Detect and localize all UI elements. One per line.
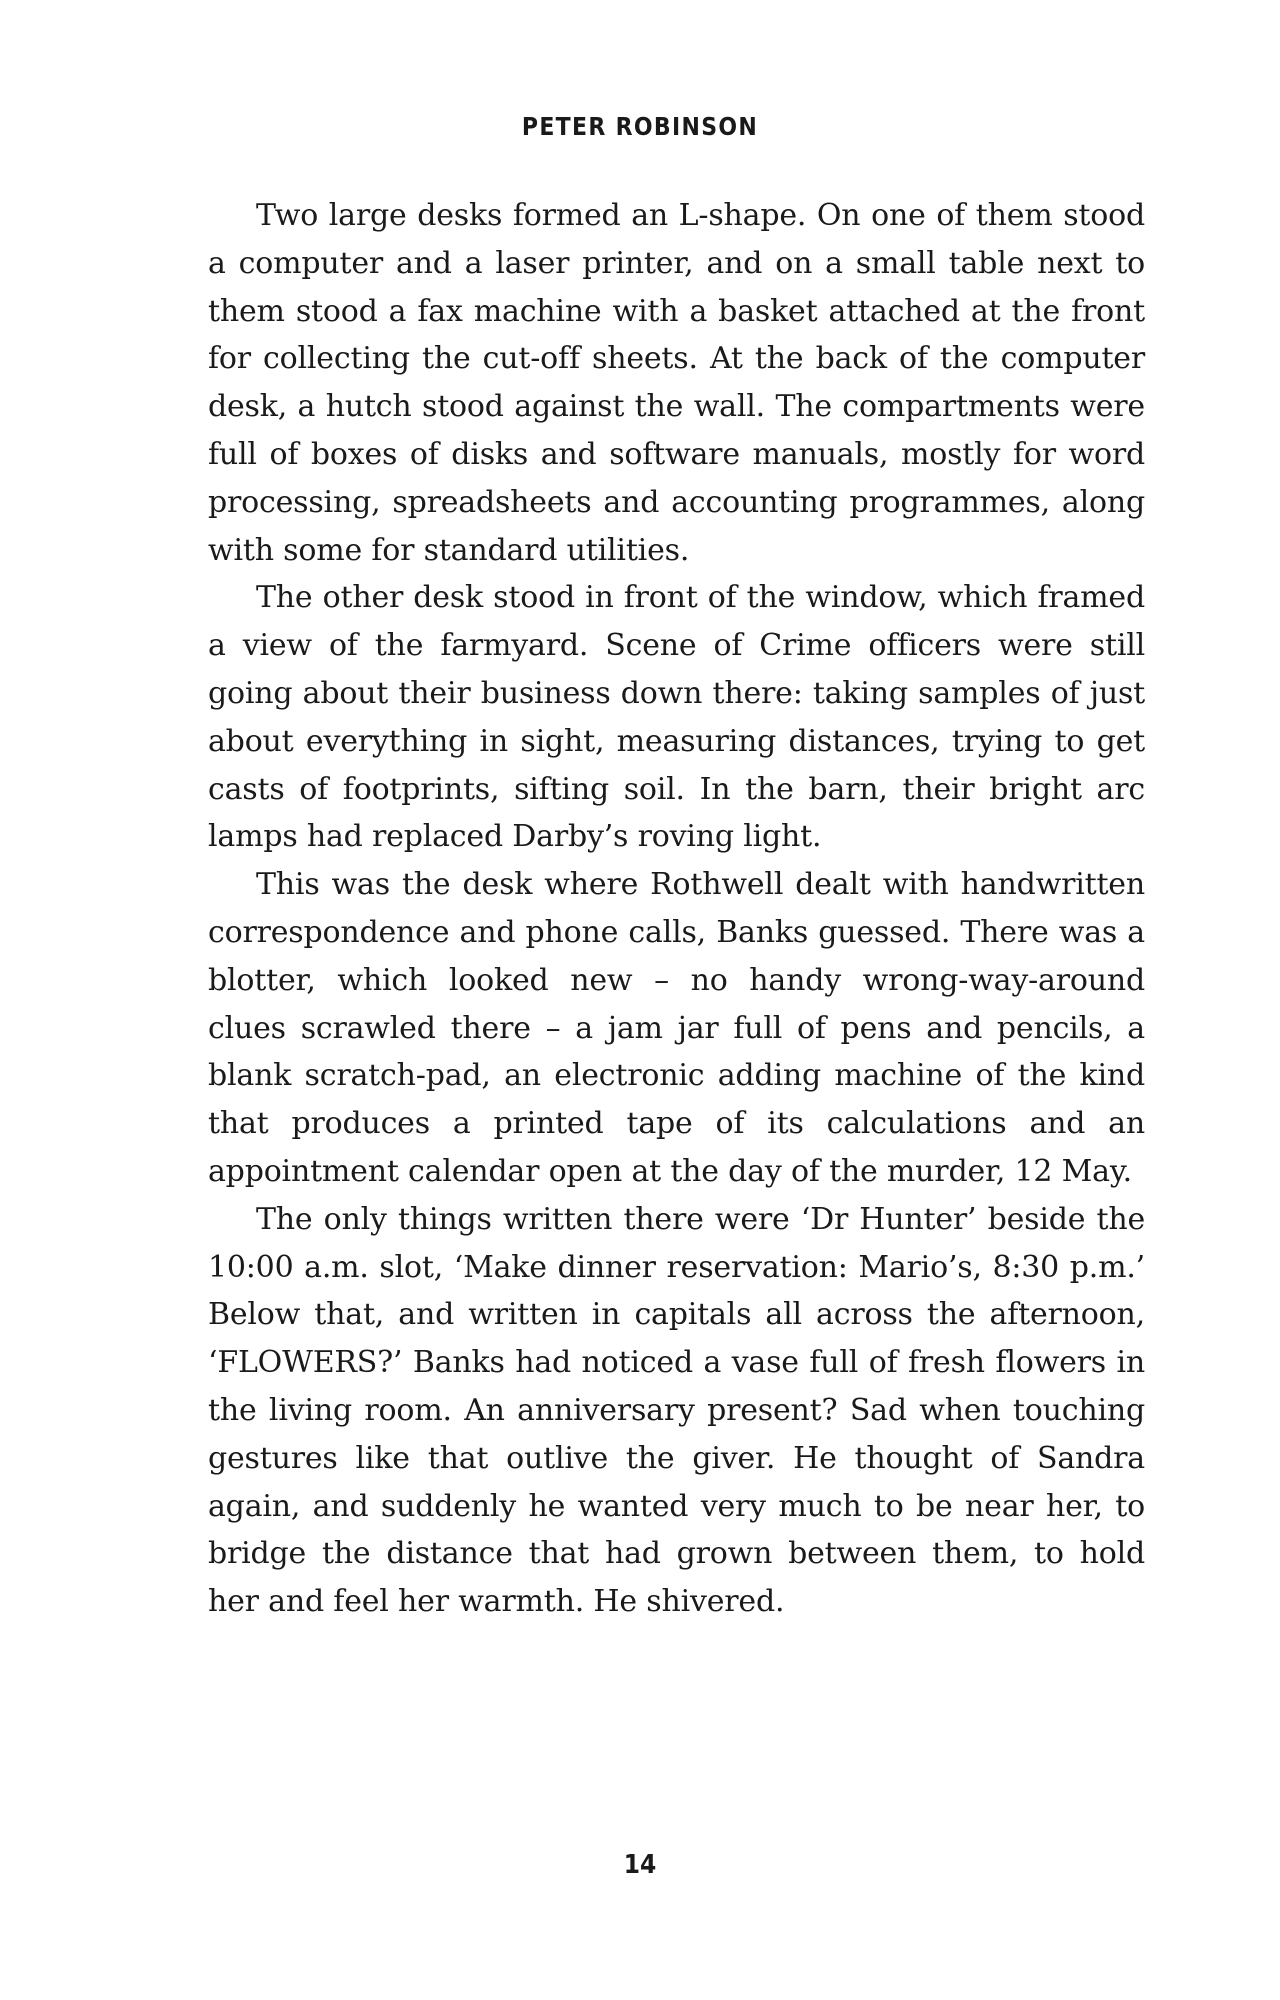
paragraph-4: The only things written there were ‘Dr Hunter’ beside the 10:00 a.m. slot, ‘Make dinner reservation: Mario’s, 8:30 p.m.’ Below that, and written in capitals all across the afternoon, ‘FLOWERS?’ Banks had noticed a vase full of fresh flowers in the living room. An anniversary present? Sad when touching gestures like that outlive the giver. He thought of Sandra again, and suddenly he wanted very much to be near her, to bridge the distance that had grown between them, to hold her and feel her warmth. He shivered. [208, 1201, 1145, 1620]
paragraph-2: The other desk stood in front of the window, which framed a view of the farmyard. Scene of Crime officers were still going about their business down there: taking samples of just about everything in sight, measuring distances, trying to get casts of footprints, sifting soil. In the barn, their bright arc lamps had replaced Darby’s roving light. [208, 580, 1145, 855]
running-head: PETER ROBINSON [521, 112, 759, 141]
page-number: 14 [623, 1850, 657, 1880]
paragraph-3: This was the desk where Rothwell dealt with handwritten correspondence and phone calls, Banks guessed. There was a blotter, which looked new – no handy wrong-way-around clues scrawled there – a jam jar full of pens and pencils, a blank scratch-pad, an electronic adding machine of the kind that produces a printed tape of its calculations and an appointment calendar open at the day of the murder, 12 May. [208, 867, 1145, 1189]
body-text [208, 192, 1145, 1626]
paragraph-1: Two large desks formed an L-shape. On one of them stood a computer and a laser printer, and on a small table next to them stood a fax machine with a basket attached at the front for collecting the cut-off sheets. At the back of the computer desk, a hutch stood against the wall. The compartments were full of boxes of disks and software manuals, mostly for word processing, spreadsheets and accounting programmes, along with some for standard utilities. [208, 198, 1145, 568]
